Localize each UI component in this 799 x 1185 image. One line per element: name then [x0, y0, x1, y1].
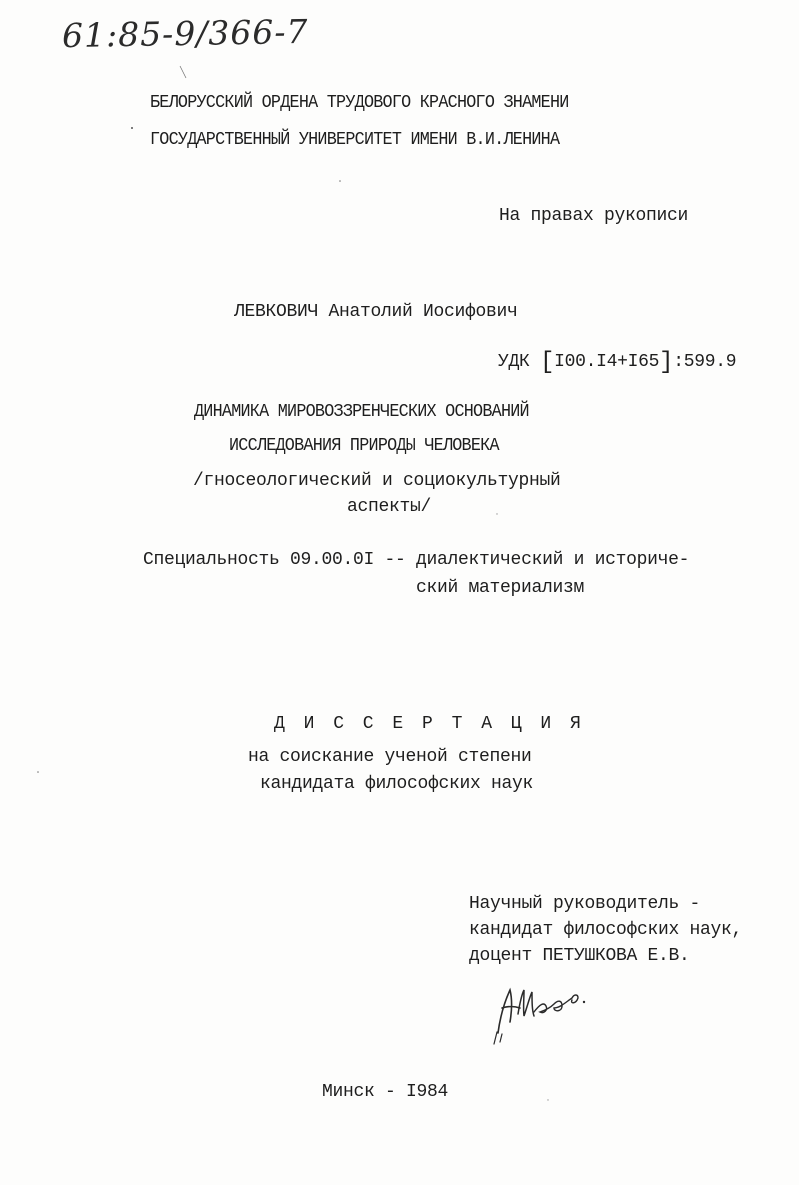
supervisor-line-3: доцент ПЕТУШКОВА Е.В.	[469, 946, 690, 966]
supervisor-line-1: Научный руководитель -	[469, 894, 701, 914]
dissertation-line-2: кандидата философских наук	[260, 774, 534, 794]
supervisor-line-2: кандидат философских наук,	[469, 920, 743, 940]
udk-label: УДК	[498, 352, 530, 372]
institution-line-2: ГОСУДАРСТВЕННЫЙ УНИВЕРСИТЕТ ИМЕНИ В.И.ЛЕНИНА	[150, 130, 560, 150]
specialty-line-1: Специальность 09.00.0I -- диалектический и историче-	[143, 550, 690, 570]
place-year: Минск - I984	[322, 1082, 449, 1102]
udk-close-bracket: ]	[659, 349, 674, 376]
title-line-1: ДИНАМИКА МИРОВОЗЗРЕНЧЕСКИХ ОСНОВАНИЙ	[194, 402, 529, 422]
author-name: ЛЕВКОВИЧ Анатолий Иосифович	[234, 302, 518, 322]
dissertation-line-1: на соискание ученой степени	[248, 747, 532, 767]
title-line-3: /гносеологический и социокультурный	[193, 471, 561, 491]
udk-open-bracket: [	[540, 349, 555, 376]
dissertation-heading: Д И С С Е Р Т А Ц И Я	[274, 714, 585, 734]
institution-line-1: БЕЛОРУССКИЙ ОРДЕНА ТРУДОВОГО КРАСНОГО ЗНАМЕНИ	[150, 93, 569, 113]
udk-suffix: :599.9	[673, 352, 737, 372]
specialty-line-2: ский материализм	[416, 578, 585, 598]
title-line-4: аспекты/	[347, 497, 432, 517]
title-line-2: ИССЛЕДОВАНИЯ ПРИРОДЫ ЧЕЛОВЕКА	[229, 436, 499, 456]
udk-code: I00.I4+I65	[554, 352, 660, 372]
archive-code: 61:85-9/366-7	[61, 11, 309, 56]
manuscript-rights: На правах рукописи	[499, 206, 689, 226]
